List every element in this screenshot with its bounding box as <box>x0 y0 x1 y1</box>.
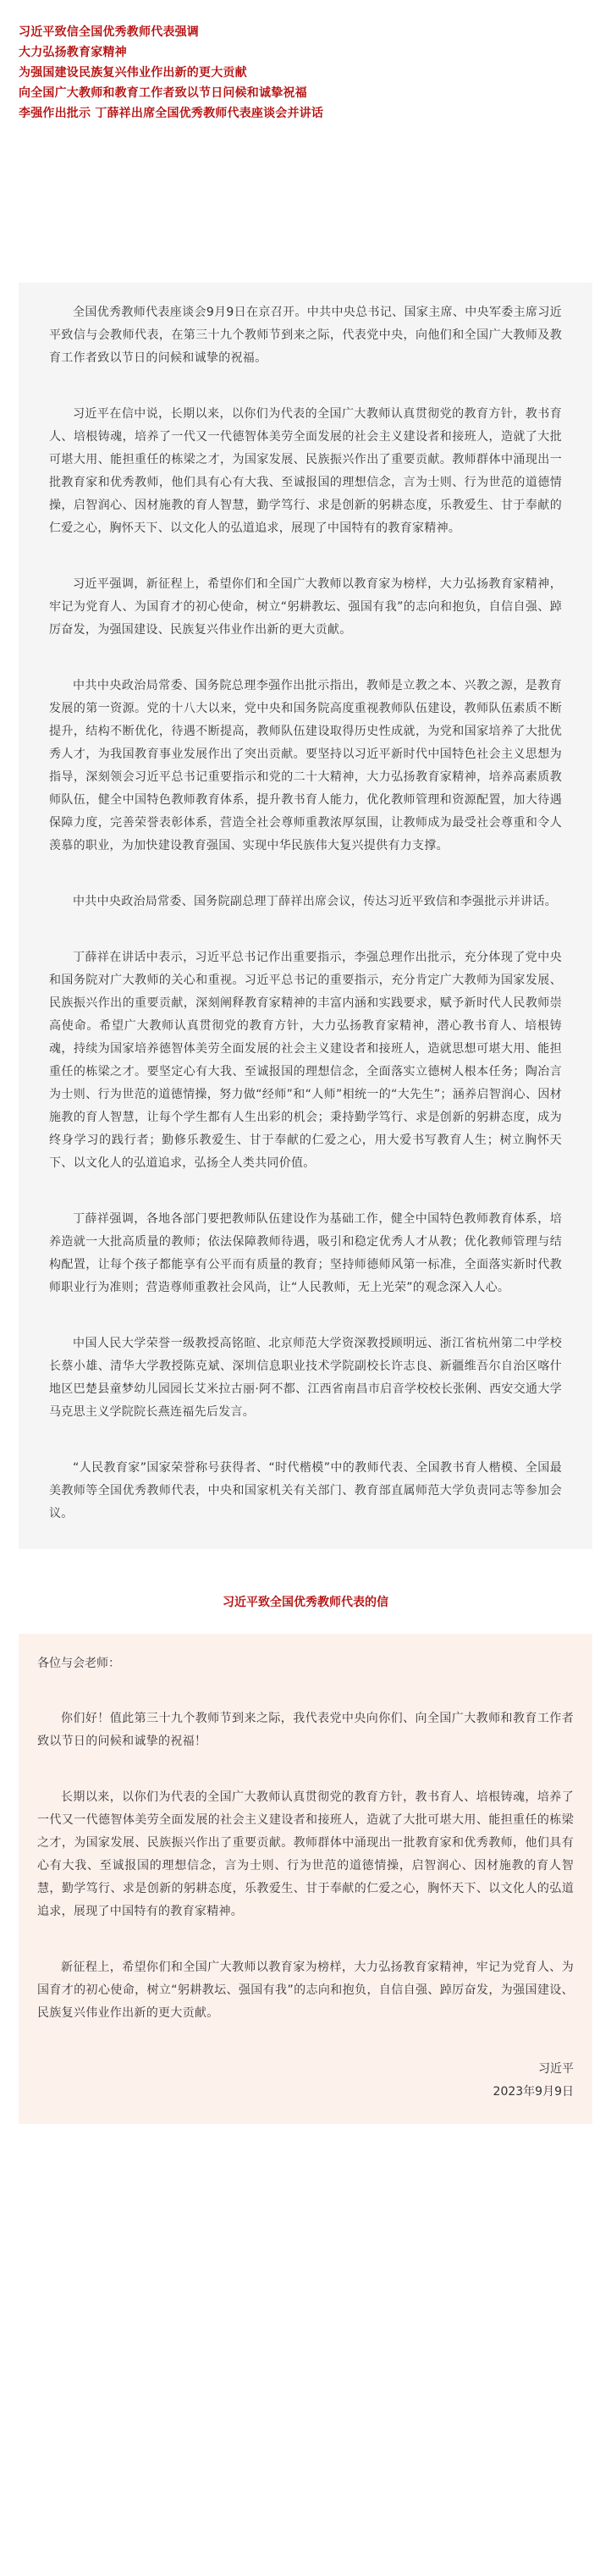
headline-4: 向全国广大教师和教育工作者致以节日问候和诚挚祝福 <box>19 86 307 100</box>
article-paragraph: “人民教育家”国家荣誉称号获得者、“时代楷模”中的教师代表、全国教书育人楷模、全国最美教师等全国优秀教师代表，中央和国家机关有关部门、教育部直属师范大学负责同志等参加会议。 <box>49 1461 562 1520</box>
letter-signature: 习近平 <box>538 2062 574 2076</box>
letter-paragraph: 你们好！值此第三十九个教师节到来之际，我代表党中央向你们、向全国广大教师和教育工作者致以节日的问候和诚挚的祝福！ <box>37 1712 574 1748</box>
article-paragraph: 丁薛祥强调，各地各部门要把教师队伍建设作为基础工作，健全中国特色教师教育体系，培养造就一大批高质量的教师；依法保障教师待遇，吸引和稳定优秀人才从教；优化教师管理与结构配置，让每个孩子都能享有公平而有质量的教育；坚持师德师风第一标准，全面落实新时代教师职业行为准则；营造尊师重教社会风尚，让“人民教师，无上光荣”的观念深入人心。 <box>49 1212 562 1294</box>
letter-date: 2023年9月9日 <box>493 2085 574 2099</box>
article-paragraph: 习近平在信中说，长期以来，以你们为代表的全国广大教师认真贯彻党的教育方针，教书育人、培根铸魂，培养了一代又一代德智体美劳全面发展的社会主义建设者和接班人，造就了大批可堪大用、能担重任的栋梁之才，为国家发展、民族振兴作出了重要贡献。教师群体中涌现出一批教育家和优秀教师，他们具有心有大我、至诚报国的理想信念，言为士则、行为世范的道德情操，启智润心、因材施教的育人智慧，勤学笃行、求是创新的躬耕态度，乐教爱生、甘于奉献的仁爱之心，胸怀天下、以文化人的弘道追求，展现了中国特有的教育家精神。 <box>49 407 562 535</box>
headline-block <box>0 0 611 124</box>
letter-body <box>19 1634 592 2124</box>
article-body <box>19 283 592 1549</box>
letter-paragraph: 长期以来，以你们为代表的全国广大教师认真贯彻党的教育方针，教书育人、培根铸魂，培养了一代又一代德智体美劳全面发展的社会主义建设者和接班人，造就了大批可堪大用、能担重任的栋梁之才，为国家发展、民族振兴作出了重要贡献。教师群体中涌现出一批教育家和优秀教师，他们具有心有大我、至诚报国的理想信念，言为士则、行为世范的道德情操，启智润心、因材施教的育人智慧，勤学笃行、求是创新的躬耕态度，乐教爱生、甘于奉献的仁爱之心，胸怀天下、以文化人的弘道追求，展现了中国特有的教育家精神。 <box>37 1790 574 1918</box>
article-paragraph: 中国人民大学荣誉一级教授高铭暄、北京师范大学资深教授顾明远、浙江省杭州第二中学校长蔡小雄、清华大学教授陈克斌、深圳信息职业技术学院副校长许志良、新疆维吾尔自治区喀什地区巴楚县童梦幼儿园园长艾米拉古丽·阿不都、江西省南昌市启音学校校长张俐、西安交通大学马克思主义学院院长燕连福先后发言。 <box>49 1337 562 1419</box>
headline-3: 为强国建设民族复兴伟业作出新的更大贡献 <box>19 66 247 80</box>
headline-2: 大力弘扬教育家精神 <box>19 46 127 59</box>
article-paragraph: 中共中央政治局常委、国务院总理李强作出批示指出，教师是立教之本、兴教之源，是教育发展的第一资源。党的十八大以来，党中央和国务院高度重视教师队伍建设，教师队伍素质不断提升，结构不断优化，待遇不断提高，教师队伍建设取得历史性成就，为党和国家培养了大批优秀人才，为我国教育事业发展作出了突出贡献。要坚持以习近平新时代中国特色社会主义思想为指导，深刻领会习近平总书记重要指示和党的二十大精神，大力弘扬教育家精神，培养高素质教师队伍，健全中国特色教师教育体系，提升教书育人能力，优化教师管理和资源配置，加大待遇保障力度，完善荣誉表彰体系，营造全社会尊师重教浓厚氛围，让教师成为最受社会尊重和令人羡慕的职业，为加快建设教育强国、实现中华民族伟大复兴提供有力支撑。 <box>49 679 562 852</box>
article-paragraph: 丁薛祥在讲话中表示，习近平总书记作出重要指示，李强总理作出批示，充分体现了党中央和国务院对广大教师的关心和重视。习近平总书记的重要指示，充分肯定广大教师为国家发展、民族振兴作出的重要贡献，深刻阐释教育家精神的丰富内涵和实践要求，赋予新时代人民教师崇高使命。希望广大教师认真贯彻党的教育方针，大力弘扬教育家精神，潜心教书育人、培根铸魂，持续为国家培养德智体美劳全面发展的社会主义建设者和接班人，造就思想可堪大用、能担重任的栋梁之才。要坚定心有大我、至诚报国的理想信念，全面落实立德树人根本任务；陶冶言为士则、行为世范的道德情操，努力做“经师”和“人师”相统一的“大先生”；涵养启智润心、因材施教的育人智慧，让每个学生都有人生出彩的机会；秉持勤学笃行、求是创新的躬耕态度，成为终身学习的践行者；勤修乐教爱生、甘于奉献的仁爱之心，用大爱书写教育人生；树立胸怀天下、以文化人的弘道追求，弘扬全人类共同价值。 <box>49 951 562 1170</box>
article-paragraph: 中共中央政治局常委、国务院副总理丁薛祥出席会议，传达习近平致信和李强批示并讲话。 <box>73 895 557 908</box>
letter-greeting: 各位与会老师： <box>37 1657 120 1670</box>
letter-paragraph: 新征程上，希望你们和全国广大教师以教育家为榜样，大力弘扬教育家精神，牢记为党育人、为国育才的初心使命，树立“躬耕教坛、强国有我”的志向和抱负，自信自强、踔厉奋发，为强国建设、民族复兴伟业作出新的更大贡献。 <box>37 1961 574 2020</box>
article-paragraph: 全国优秀教师代表座谈会9月9日在京召开。中共中央总书记、国家主席、中央军委主席习近平致信与会教师代表，在第三十九个教师节到来之际，代表党中央，向他们和全国广大教师及教育工作者致以节日的问候和诚挚的祝福。 <box>49 306 562 365</box>
letter-title: 习近平致全国优秀教师代表的信 <box>223 1596 388 1609</box>
headline-5: 李强作出批示 丁薛祥出席全国优秀教师代表座谈会并讲话 <box>19 107 324 120</box>
headline-1: 习近平致信全国优秀教师代表强调 <box>19 25 199 39</box>
article-paragraph: 习近平强调，新征程上，希望你们和全国广大教师以教育家为榜样，大力弘扬教育家精神，牢记为党育人、为国育才的初心使命，树立“躬耕教坛、强国有我”的志向和抱负，自信自强、踔厉奋发，为强国建设、民族复兴伟业作出新的更大贡献。 <box>49 577 562 637</box>
